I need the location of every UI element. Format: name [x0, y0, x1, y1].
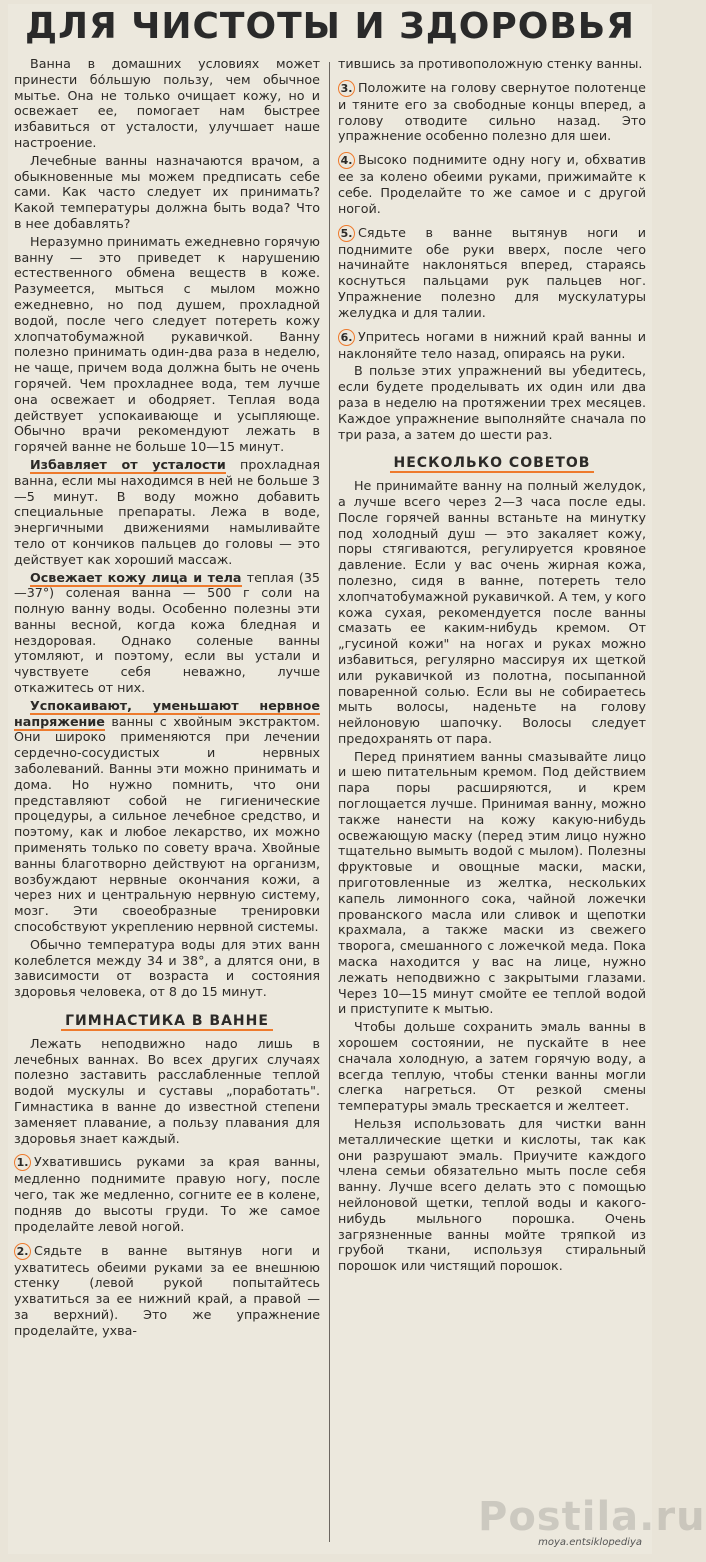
paragraph — [14, 457, 320, 568]
paragraph: тившись за противоположную стенку ванны. — [338, 56, 643, 71]
paragraph: Обычно температура воды для этих ванн колеблется между 34 и 38°, а длятся они, в зависимости от возраста и состояния здоровья человека, от 8 до 15 минут. — [14, 936, 320, 1000]
exercise-text: Положите на голову свернутое полотенце и тяните его за свободные концы вперед, а голову отводите сильно назад. Это упражнение особенно полезно для шеи. — [338, 79, 646, 144]
exercise-text: Высоко поднимите одну ногу и, обхватив ее за колено обеими руками, прижимайте к себе. Проделайте то же самое и с другой ногой. — [338, 152, 646, 216]
paragraph-text: теплая (35—37°) соленая ванна — 500 г соли на полную ванну воды. Особенно полезны эти ванны весной, когда кожа бледная и нездоровая. Однако соленые ванны утомляют, и поэтому, если вы устали и чувствуете себя неважно, лучше откажитесь от них. — [14, 569, 320, 696]
run-in-heading: Освежает кожу лица и тела — [30, 569, 242, 585]
paragraph: Перед принятием ванны смазывайте лицо и шею питательным кремом. Под действием пара поры расширяются, и крем поглощается лучше. Принимая ванну, можно также нанести на кожу какую-нибудь освежающую маску (перед этим лицо нужно тщательно вымыть водой с мылом). Полезны фруктовые и овощные маски, маски, приготовленные из желтка, нескольких капель лимонного сока, чайной ложечки прованского масла или сливок и щепотки крахмала, а также маски из свежего творога, смешанного с ложечкой меда. Пока маска находится у вас на лице, нужно лежать неподвижно с закрытыми глазами. Через 10—15 минут смойте ее теплой водой и приступите к мытью. — [338, 748, 646, 1017]
exercise-number: 2. — [14, 1243, 31, 1260]
exercise-item — [338, 80, 646, 144]
paragraph: Лечебные ванны назначаются врачом, а обыкновенные мы можем предписать себе сами. Как часто следует их принимать? Какой температуры должна быть вода? Что в нее добавлять? — [14, 152, 320, 231]
paragraph: Неразумно принимать ежедневно горячую ванну — это приведет к нарушению естественного обмена веществ в коже. Разумеется, мыться с мылом можно ежедневно, но под душем, прохладной водой, после чего следует потереть кожу хлопчатобумажной рукавичкой. Ванну полезно принимать один-два раза в неделю, не чаще, причем вода должна быть не очень горячей. Чем прохладнее вода, тем лучше она освежает и ободряет. Теплая вода действует успокаивающе и усыпляюще. Обычно врачи рекомендуют лежать в горячей ванне не больше 10—15 минут. — [14, 233, 320, 455]
exercise-number: 5. — [338, 225, 355, 242]
exercise-number: 4. — [338, 152, 355, 169]
exercise-number: 3. — [338, 80, 355, 97]
paragraph — [14, 570, 320, 696]
exercise-item — [14, 1243, 320, 1339]
paragraph-text: прохладная ванна, если мы находимся в ней не больше 3—5 минут. В воду можно добавить специальные препараты. Лежа в воде, энергичными движениями намыливайте тело от кончиков пальцев до головы — это действует как хороший массаж. — [14, 456, 320, 567]
section-heading: НЕСКОЛЬКО СОВЕТОВ — [338, 456, 646, 472]
exercise-text: Сядьте в ванне вытянув ноги и ухватитесь обеими руками за ее внешнюю стенку (левой рукой попытайтесь ухватиться за ее нижний край, а правой — за верхний). Это же упражнение проделайте, ухва- — [14, 1242, 320, 1338]
run-in-heading: Успокаивают, уменьшают нервное напряжение — [14, 697, 320, 729]
newspaper-page — [8, 4, 706, 1554]
exercise-number: 1. — [14, 1154, 31, 1171]
watermark-logo: Postila.ru — [478, 1494, 706, 1540]
exercise-item — [338, 152, 646, 216]
paragraph-text: ванны с хвойным экстрактом. Они широко применяются при лечении сердечно-сосудистых и нервных заболеваний. Ванны эти можно принимать и дома. Но нужно помнить, что они представляют собой не гигиенические процедуры, а сильное лечебное средство, и поэтому, как и любое лекарство, их можно применять только по совету врача. Хвойные ванны благотворно действуют на организм, возбуждают нервные окончания кожи, а через них и центральную нервную систему, мозг. Эти своеобразные тренировки способствуют укреплению нервной системы. — [14, 713, 320, 935]
exercise-text: Сядьте в ванне вытянув ноги и поднимите обе руки вверх, после чего начинайте наклоняться вперед, стараясь коснуться пальцами рук пальцев ног. Упражнение полезно для мускулатуры желудка и для талии. — [338, 224, 646, 320]
paragraph: В пользе этих упражнений вы убедитесь, если будете проделывать их один или два раза в неделю на протяжении трех месяцев. Каждое упражнение выполняйте сначала по три раза, а затем до шести раз. — [338, 363, 646, 442]
paragraph: Лежать неподвижно надо лишь в лечебных ваннах. Во всех других случаях полезно заставить расслабленные теплой водой мускулы и суставы „поработать". Гимнастика в ванне до известной степени заменяет плавание, а пользу плавания для здоровья знает каждый. — [14, 1035, 320, 1146]
right-column — [338, 56, 646, 1276]
paragraph: Чтобы дольше сохранить эмаль ванны в хорошем состоянии, не пускайте в нее сначала холодную, а затем горячую воду, а всегда теплую, чтобы стенки ванны могли слегка нагреться. От резкой смены температуры эмаль трескается и желтеет. — [338, 1019, 646, 1114]
paragraph: Нельзя использовать для чистки ванн металлические щетки и кислоты, так как они разрушают эмаль. Приучите каждого члена семьи обязательно мыть после себя ванну. Лучше всего делать это с помощью нейлоновой щетки, теплой воды и какого-нибудь мыльного порошка. Очень загрязненные ванны мойте тряпкой из грубой ткани, используя стиральный порошок или чистящий порошок. — [338, 1116, 646, 1274]
paragraph: Не принимайте ванну на полный желудок, а лучше всего через 2—3 часа после еды. После горячей ванны встаньте на минутку под холодный душ — это закаляет кожу, поры стягиваются, регулируется кровяное давление. Если у вас очень жирная кожа, полезно, сидя в ванне, потереть тело хлопчатобумажной рукавичкой. А тем, у кого кожа сухая, рекомендуется после ванны смазать ее каким-нибудь кремом. От „гусиной кожи" на ногах и руках можно избавиться, регулярно массируя их щеткой или рукавичкой из полотна, посыпанной поваренной солью. Если вы не собираетесь мыть волосы, наденьте на голову нейлоновую шапочку. Волосы следует предохранять от пара. — [338, 478, 646, 746]
exercise-text: Ухватившись руками за края ванны, медленно поднимите правую ногу, после чего, так же медленно, согните ее в колене, подняв до высоты груди. То же самое проделайте левой ногой. — [14, 1154, 320, 1234]
column-divider — [329, 62, 330, 1542]
exercise-number: 6. — [338, 329, 355, 346]
page-title: ДЛЯ ЧИСТОТЫ И ЗДОРОВЬЯ — [25, 6, 635, 47]
exercise-item — [338, 225, 646, 321]
watermark-text: moya.entsiklopediya — [538, 1537, 642, 1548]
left-column — [14, 56, 320, 1341]
paragraph — [14, 698, 320, 935]
run-in-heading: Избавляет от усталости — [30, 456, 226, 472]
exercise-item — [14, 1154, 320, 1234]
exercise-text: Упритесь ногами в нижний край ванны и наклоняйте тело назад, опираясь на руки. — [338, 328, 646, 361]
section-heading: ГИМНАСТИКА В ВАННЕ — [14, 1014, 320, 1030]
exercise-item — [338, 329, 646, 362]
paragraph: Ванна в домашних условиях может принести бо́льшую пользу, чем обычное мытье. Она не только очищает кожу, но и освежает ее, помогает нам быстрее избавиться от усталости, улучшает наше настроение. — [14, 56, 320, 150]
